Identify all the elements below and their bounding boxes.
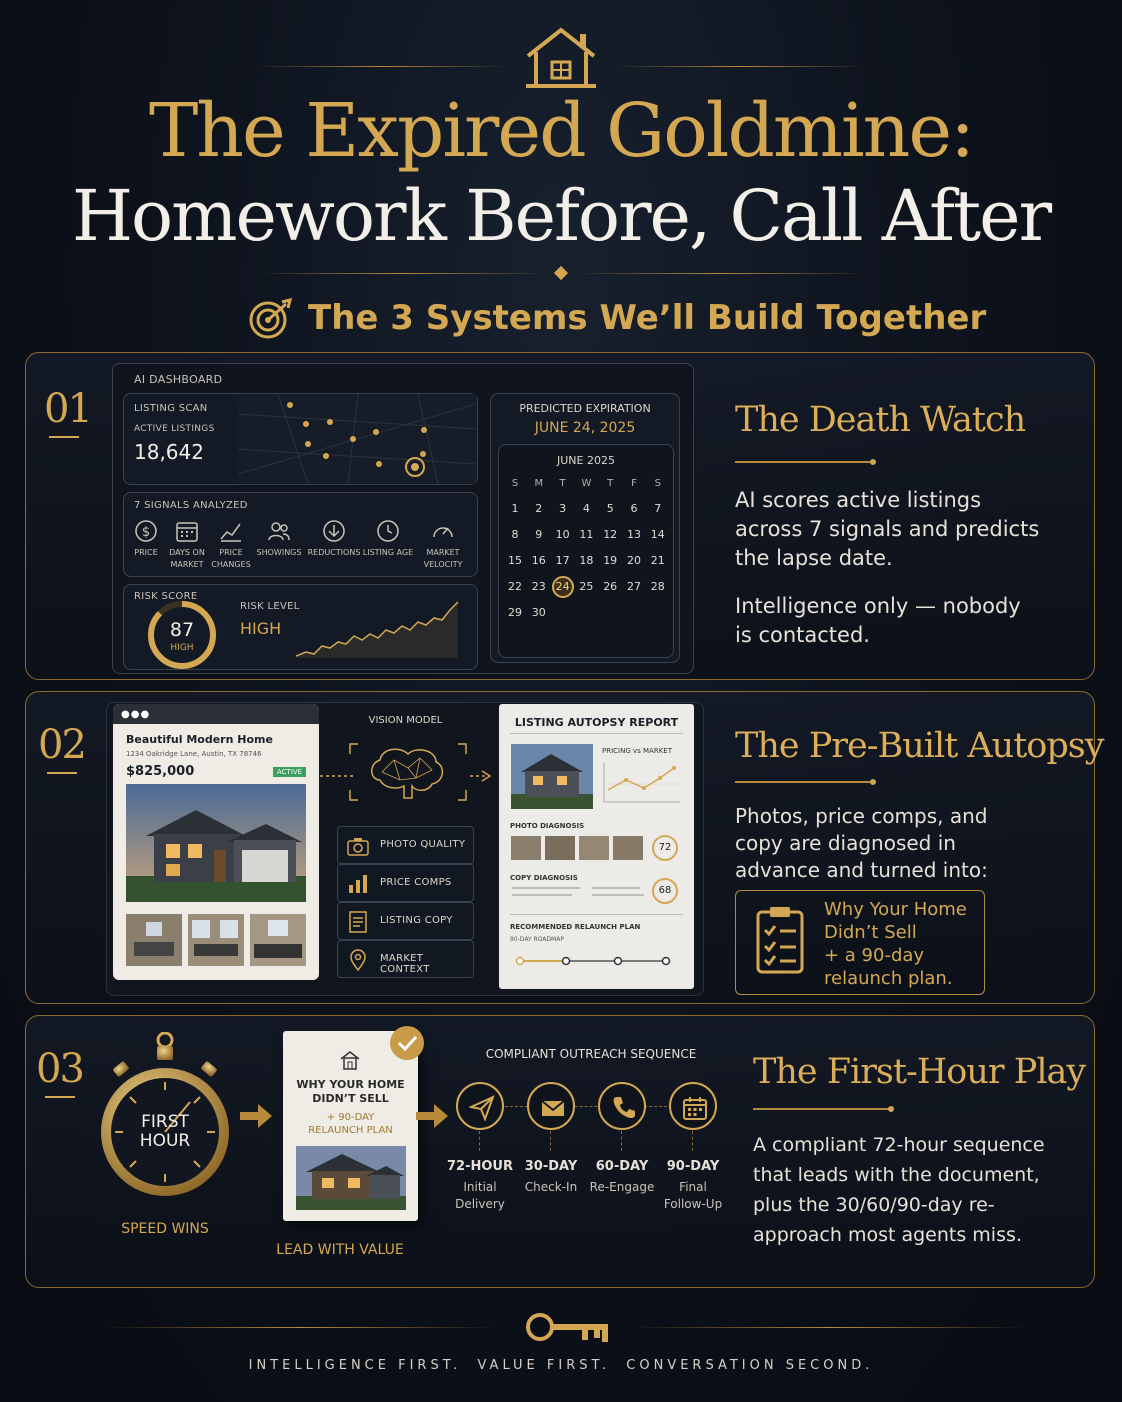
thumbnail-living-room — [126, 914, 182, 966]
step4-sub: Final Follow-Up — [663, 1180, 723, 1211]
section2-number-underline — [47, 772, 77, 774]
calendar-day: 10 — [555, 528, 570, 541]
copy-diagnosis-label: COPY DIAGNOSIS — [510, 874, 578, 882]
trend-icon — [219, 519, 243, 543]
listing-price: $825,000 — [126, 764, 195, 779]
document-house-photo — [296, 1146, 406, 1210]
arrow-right-icon — [238, 1098, 274, 1134]
section1-number-underline — [49, 436, 79, 438]
section2-number: 02 — [38, 722, 85, 768]
listing-status-badge: ACTIVE — [273, 767, 306, 777]
calendar-day: 30 — [531, 606, 546, 619]
step-drop-line-2 — [550, 1131, 551, 1151]
title-rule-right — [575, 273, 865, 274]
stopwatch-line-2: HOUR — [139, 1131, 191, 1151]
step-60-day — [598, 1082, 646, 1130]
copy-line-3 — [592, 887, 640, 889]
callout-line-3: + a 90-day — [824, 945, 925, 966]
calendar-day: 27 — [627, 580, 641, 593]
report-divider-2 — [510, 914, 683, 915]
clipboard-checklist-icon — [756, 906, 804, 974]
section3-number: 03 — [36, 1046, 83, 1092]
report-divider — [510, 733, 683, 734]
step1-sub: Initial Delivery — [455, 1180, 505, 1211]
section2-divider — [735, 781, 873, 783]
relaunch-plan-label: RECOMMENDED RELAUNCH PLAN — [510, 923, 641, 931]
calendar-weekday: T — [559, 478, 566, 489]
section2-body: Photos, price comps, and copy are diagnosed in advance and turned into: — [735, 804, 988, 882]
key-icon — [524, 1310, 612, 1344]
arrow-right-icon-2 — [414, 1098, 450, 1134]
thumbnail-family-room — [188, 914, 244, 966]
signal-showings: SHOWINGS — [249, 519, 309, 559]
stopwatch-line-1: FIRST — [141, 1112, 189, 1132]
roadmap-label: 90-DAY ROADMAP — [510, 936, 564, 943]
calendar-grid — [498, 444, 674, 658]
calendar-day: 14 — [650, 528, 665, 541]
people-icon — [267, 519, 291, 543]
calendar-weekday: S — [511, 478, 519, 489]
calendar-day: 5 — [606, 502, 614, 515]
pricing-chart — [602, 760, 682, 804]
calendar-day: 23 — [531, 580, 546, 593]
calendar-day: 22 — [508, 580, 522, 593]
copy-line-2 — [512, 894, 572, 896]
calendar-day: 11 — [579, 528, 594, 541]
calendar-day: 21 — [650, 554, 665, 567]
calendar-day: 15 — [508, 554, 522, 567]
step3-sub: Re-Engage — [589, 1180, 655, 1194]
calendar-weekday: M — [534, 478, 544, 489]
calendar-grid-icon — [175, 519, 199, 543]
bar-chart-icon — [346, 873, 370, 895]
document-subtitle — [283, 1111, 418, 1137]
callout-line-1: Why Your Home — [824, 899, 967, 920]
listing-name: Beautiful Modern Home — [126, 733, 273, 746]
signal-listing-age: LISTING AGE — [358, 519, 418, 559]
diagnosis-thumb-3 — [579, 836, 609, 860]
header-rule-left — [257, 66, 507, 67]
step-90-day — [669, 1082, 717, 1130]
feature-listing-copy: LISTING COPY — [337, 902, 474, 940]
footer-tagline: INTELLIGENCE FIRST. VALUE FIRST. CONVERSATION SECOND. — [248, 1358, 874, 1373]
footer-rule-right — [634, 1327, 1028, 1328]
section3-divider — [753, 1108, 891, 1110]
target-icon — [248, 298, 294, 340]
phone-icon — [611, 1095, 637, 1121]
step2-title: 30-DAY — [524, 1159, 578, 1174]
step1-title: 72-HOUR — [447, 1159, 513, 1174]
step4-title: 90-DAY — [666, 1159, 720, 1174]
section1-divider — [735, 461, 873, 463]
calendar-day: 19 — [603, 554, 618, 567]
calendar-day: 25 — [579, 580, 594, 593]
envelope-icon — [540, 1095, 566, 1121]
section1-number: 01 — [44, 386, 91, 432]
predicted-date: JUNE 24, 2025 — [534, 420, 636, 436]
document-icon — [346, 911, 370, 933]
risk-trend-chart — [296, 600, 462, 658]
callout-text — [824, 898, 967, 990]
section1-title: The Death Watch — [735, 400, 1026, 440]
risk-level-value: HIGH — [240, 619, 282, 638]
signal-days-on-market: DAYS ON MARKET — [157, 519, 217, 571]
title-rule-left — [257, 273, 547, 274]
calendar-day: 13 — [627, 528, 641, 541]
listing-map — [238, 394, 476, 484]
copy-line-4 — [592, 894, 644, 896]
predicted-label: PREDICTED EXPIRATION — [519, 402, 651, 415]
calendar-day: 26 — [603, 580, 618, 593]
roadmap-timeline — [512, 952, 672, 970]
section1-note: Intelligence only — nobody is contacted. — [735, 594, 1021, 647]
vision-model-label: VISION MODEL — [368, 715, 443, 726]
brain-network-icon — [320, 740, 495, 806]
step-drop-line-1 — [479, 1131, 480, 1151]
calendar-day: 12 — [603, 528, 618, 541]
header-rule-right — [615, 66, 865, 67]
subtitle: The 3 Systems We’ll Build Together — [308, 298, 987, 338]
stopwatch-label — [96, 1113, 234, 1151]
title-line-2: Homework Before, Call After — [71, 175, 1051, 257]
calendar-icon — [682, 1095, 708, 1121]
risk-level-label: RISK LEVEL — [240, 601, 300, 612]
speed-wins-label: SPEED WINS — [121, 1221, 209, 1237]
house-logo-icon — [522, 26, 600, 90]
signal-price-changes: PRICE CHANGES — [201, 519, 261, 571]
calendar-day: 16 — [531, 554, 546, 567]
section3-body: A compliant 72-hour sequence that leads with the document, plus the 30/60/90-day re-approach most agents miss. — [753, 1134, 1045, 1246]
calendar-weekday: T — [607, 478, 614, 489]
diagnosis-thumb-2 — [545, 836, 575, 860]
sequence-connector — [480, 1106, 692, 1107]
calendar-day: 6 — [630, 502, 638, 515]
calendar-day: 4 — [582, 502, 590, 515]
window-dots-icon: ●●● — [121, 709, 151, 720]
risk-score-level: HIGH — [170, 643, 194, 653]
pricing-label: PRICING vs MARKET — [602, 747, 672, 755]
document-title-line-1: WHY YOUR HOME — [296, 1078, 405, 1091]
document-sub-line-2: RELAUNCH PLAN — [308, 1125, 393, 1136]
section1-body: AI scores active listings across 7 signals and predicts the lapse date. — [735, 488, 1040, 570]
svg-text:$: $ — [141, 525, 151, 540]
active-listings-value: 18,642 — [134, 440, 204, 464]
calendar-day: 1 — [511, 502, 519, 515]
calendar-day: 17 — [555, 554, 570, 567]
footer-rule-left — [104, 1327, 498, 1328]
document-house-icon — [339, 1050, 361, 1070]
thumbnail-kitchen — [250, 914, 306, 966]
step-72-hour — [456, 1082, 504, 1130]
step-30-day — [527, 1082, 575, 1130]
active-listings-label: ACTIVE LISTINGS — [134, 424, 215, 434]
section3-title: The First-Hour Play — [753, 1052, 1086, 1092]
camera-icon — [346, 835, 370, 857]
sequence-title: COMPLIANT OUTREACH SEQUENCE — [485, 1047, 697, 1061]
step3-title: 60-DAY — [595, 1159, 649, 1174]
title-line-1: The Expired Goldmine: — [148, 88, 974, 174]
down-arrow-icon — [322, 519, 346, 543]
feature-price-comps: PRICE COMPS — [337, 864, 474, 902]
calendar-day: 29 — [508, 606, 522, 619]
risk-score-value: 87 — [169, 619, 195, 641]
calendar-day: 20 — [627, 554, 641, 567]
listing-address: 1234 Oakridge Lane, Austin, TX 78746 — [126, 750, 262, 758]
copy-score-ring: 68 — [652, 878, 678, 904]
gauge-icon — [431, 519, 455, 543]
signal-price: $ PRICE — [116, 519, 176, 559]
dollar-icon — [134, 519, 158, 543]
step-drop-line-3 — [621, 1131, 622, 1151]
copy-line-1 — [512, 887, 580, 889]
calendar-weekday: S — [654, 478, 661, 489]
calendar-weekday: W — [581, 478, 592, 489]
report-house-photo — [511, 744, 593, 809]
scan-label: LISTING SCAN — [134, 403, 208, 414]
calendar-day: 18 — [579, 554, 594, 567]
section3-number-underline — [45, 1096, 75, 1098]
calendar-day: 8 — [511, 528, 519, 541]
listing-photo — [126, 784, 306, 902]
risk-score-label: RISK SCORE — [134, 591, 198, 602]
calendar-day-highlighted: 24 — [552, 576, 574, 598]
report-title: LISTING AUTOPSY REPORT — [514, 716, 679, 729]
calendar-day: 28 — [650, 580, 665, 593]
calendar-weekday: F — [631, 478, 637, 489]
calendar-day: 9 — [535, 528, 543, 541]
calendar-day: 7 — [654, 502, 662, 515]
diagnosis-thumb-4 — [613, 836, 643, 860]
callout-line-4: relaunch plan. — [824, 968, 953, 989]
dashboard-title: AI DASHBOARD — [134, 373, 223, 386]
document-title-line-2: DIDN’T SELL — [312, 1092, 389, 1105]
calendar-day: 2 — [535, 502, 543, 515]
signal-reductions: REDUCTIONS — [304, 519, 364, 559]
photo-diagnosis-label: PHOTO DIAGNOSIS — [510, 822, 585, 830]
document-sub-line-1: + 90-DAY — [326, 1112, 375, 1123]
paper-plane-icon — [469, 1095, 495, 1121]
signals-label: 7 SIGNALS ANALYZED — [134, 500, 248, 511]
callout-line-2: Didn’t Sell — [824, 922, 917, 943]
section2-title: The Pre-Built Autopsy — [735, 726, 1104, 766]
location-pin-icon — [346, 949, 370, 971]
feature-photo-quality: PHOTO QUALITY — [337, 826, 474, 864]
step-drop-line-4 — [692, 1131, 693, 1151]
signal-market-velocity: MARKET VELOCITY — [413, 519, 473, 571]
calendar-month: JUNE 2025 — [557, 454, 615, 467]
feature-market-context: MARKET CONTEXT — [337, 940, 474, 978]
diagnosis-thumb-1 — [511, 836, 541, 860]
step2-sub: Check-In — [524, 1180, 578, 1194]
document-title — [283, 1078, 418, 1106]
photo-score-ring: 72 — [652, 835, 678, 861]
calendar-day: 3 — [559, 502, 567, 515]
lead-with-value-label: LEAD WITH VALUE — [276, 1242, 404, 1258]
clock-icon — [376, 519, 400, 543]
checkmark-badge-icon — [389, 1025, 425, 1061]
